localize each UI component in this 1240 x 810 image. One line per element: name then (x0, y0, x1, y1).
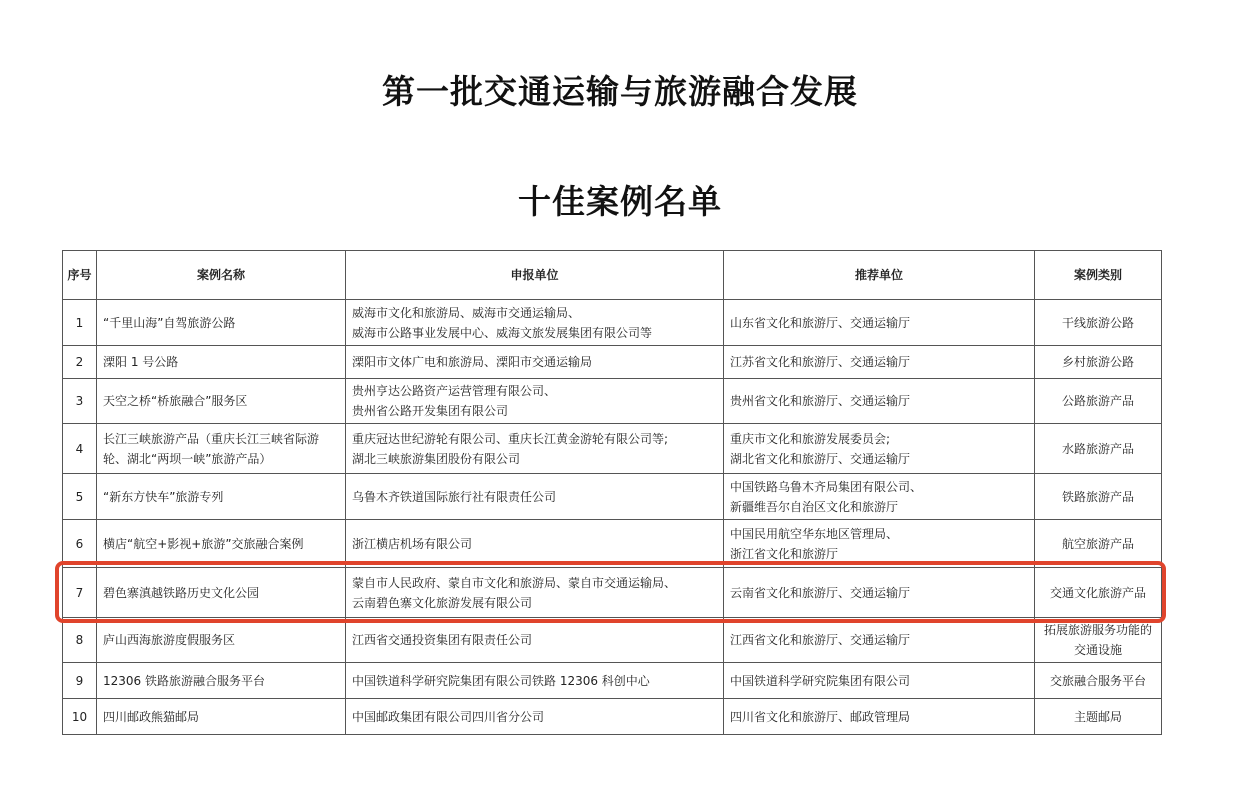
cell-seq: 7 (63, 568, 97, 618)
cell-seq: 9 (63, 663, 97, 699)
cell-recommender: 中国铁道科学研究院集团有限公司 (724, 663, 1035, 699)
table-row (63, 520, 1162, 568)
table-row (63, 424, 1162, 474)
cell-recommender: 山东省文化和旅游厅、交通运输厅 (724, 300, 1035, 346)
cell-case-name: “千里山海”自驾旅游公路 (97, 300, 346, 346)
cell-seq: 6 (63, 520, 97, 568)
table-row (63, 474, 1162, 520)
header-category: 案例类别 (1035, 251, 1162, 300)
header-case-name: 案例名称 (97, 251, 346, 300)
cell-category: 拓展旅游服务功能的交通设施 (1035, 618, 1162, 663)
table-row (63, 568, 1162, 618)
cell-applicant: 浙江横店机场有限公司 (346, 520, 724, 568)
table-row (63, 699, 1162, 735)
cell-recommender: 贵州省文化和旅游厅、交通运输厅 (724, 379, 1035, 424)
cell-seq: 5 (63, 474, 97, 520)
cell-category: 干线旅游公路 (1035, 300, 1162, 346)
cell-seq: 4 (63, 424, 97, 474)
cell-applicant: 江西省交通投资集团有限责任公司 (346, 618, 724, 663)
header-recommender: 推荐单位 (724, 251, 1035, 300)
cell-seq: 10 (63, 699, 97, 735)
cell-seq: 2 (63, 346, 97, 379)
table-row (63, 300, 1162, 346)
table-header-row (63, 251, 1162, 300)
cell-recommender: 重庆市文化和旅游发展委员会; 湖北省文化和旅游厅、交通运输厅 (724, 424, 1035, 474)
header-seq: 序号 (63, 251, 97, 300)
table-row (63, 379, 1162, 424)
cell-recommender: 中国铁路乌鲁木齐局集团有限公司、 新疆维吾尔自治区文化和旅游厅 (724, 474, 1035, 520)
cell-applicant: 重庆冠达世纪游轮有限公司、重庆长江黄金游轮有限公司等; 湖北三峡旅游集团股份有限公司 (346, 424, 724, 474)
cell-applicant: 贵州亨达公路资产运营管理有限公司、 贵州省公路开发集团有限公司 (346, 379, 724, 424)
cell-case-name: 碧色寨滇越铁路历史文化公园 (97, 568, 346, 618)
cell-applicant: 蒙自市人民政府、蒙自市文化和旅游局、蒙自市交通运输局、 云南碧色寨文化旅游发展有限公司 (346, 568, 724, 618)
cell-case-name: 天空之桥“桥旅融合”服务区 (97, 379, 346, 424)
cell-applicant: 中国邮政集团有限公司四川省分公司 (346, 699, 724, 735)
cell-category: 交通文化旅游产品 (1035, 568, 1162, 618)
document-title: 第一批交通运输与旅游融合发展 (382, 72, 858, 111)
cell-applicant: 乌鲁木齐铁道国际旅行社有限责任公司 (346, 474, 724, 520)
cell-category: 公路旅游产品 (1035, 379, 1162, 424)
cell-applicant: 溧阳市文体广电和旅游局、溧阳市交通运输局 (346, 346, 724, 379)
table-row (63, 618, 1162, 663)
cell-category: 航空旅游产品 (1035, 520, 1162, 568)
cell-case-name: 横店“航空+影视+旅游”交旅融合案例 (97, 520, 346, 568)
cell-recommender: 江苏省文化和旅游厅、交通运输厅 (724, 346, 1035, 379)
table-row (63, 663, 1162, 699)
cell-category: 主题邮局 (1035, 699, 1162, 735)
cell-case-name: 长江三峡旅游产品（重庆长江三峡省际游轮、湖北“两坝一峡”旅游产品） (97, 424, 346, 474)
cell-recommender: 中国民用航空华东地区管理局、 浙江省文化和旅游厅 (724, 520, 1035, 568)
cell-case-name: 四川邮政熊猫邮局 (97, 699, 346, 735)
cell-category: 铁路旅游产品 (1035, 474, 1162, 520)
cell-category: 水路旅游产品 (1035, 424, 1162, 474)
cell-applicant: 威海市文化和旅游局、威海市交通运输局、 威海市公路事业发展中心、威海文旅发展集团有限公司等 (346, 300, 724, 346)
cell-seq: 3 (63, 379, 97, 424)
cell-recommender: 云南省文化和旅游厅、交通运输厅 (724, 568, 1035, 618)
cell-seq: 8 (63, 618, 97, 663)
cell-case-name: 溧阳 1 号公路 (97, 346, 346, 379)
cell-case-name: 庐山西海旅游度假服务区 (97, 618, 346, 663)
table-row (63, 346, 1162, 379)
cell-case-name: 12306 铁路旅游融合服务平台 (97, 663, 346, 699)
cell-recommender: 四川省文化和旅游厅、邮政管理局 (724, 699, 1035, 735)
cell-seq: 1 (63, 300, 97, 346)
cell-recommender: 江西省文化和旅游厅、交通运输厅 (724, 618, 1035, 663)
document-subtitle: 十佳案例名单 (518, 182, 722, 221)
cell-applicant: 中国铁道科学研究院集团有限公司铁路 12306 科创中心 (346, 663, 724, 699)
header-applicant: 申报单位 (346, 251, 724, 300)
cell-category: 交旅融合服务平台 (1035, 663, 1162, 699)
cell-category: 乡村旅游公路 (1035, 346, 1162, 379)
cell-case-name: “新东方快车”旅游专列 (97, 474, 346, 520)
case-list-table (62, 250, 1162, 735)
